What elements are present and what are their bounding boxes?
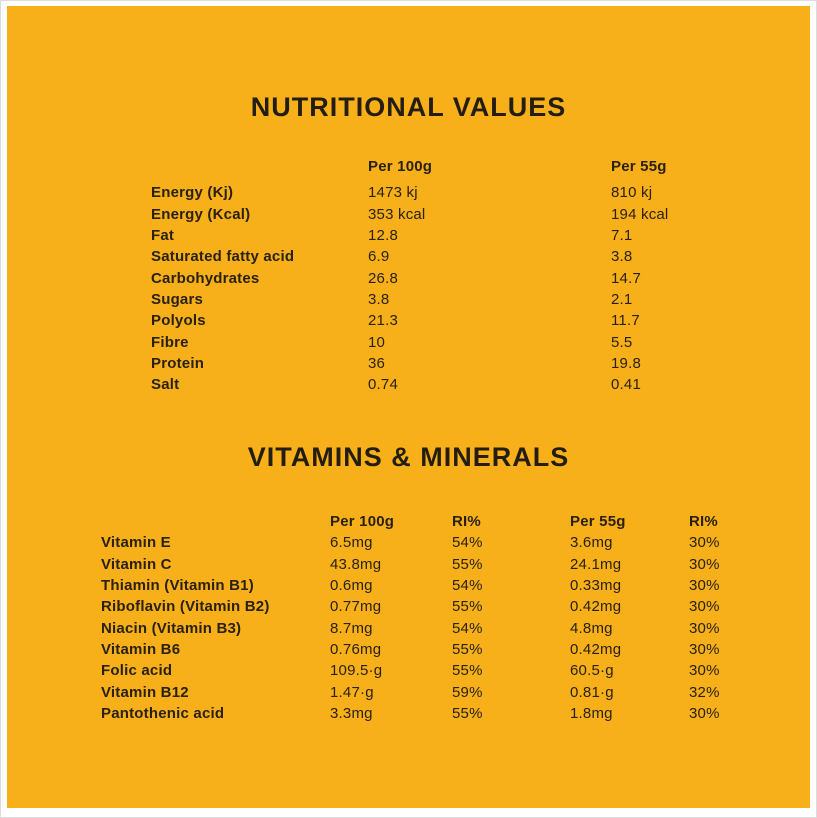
ri-per-55g: 30% xyxy=(689,619,720,637)
ri-per-55g: 30% xyxy=(689,577,720,595)
ri-per-55g: 30% xyxy=(689,598,720,616)
value-per-55g: 0.33mg xyxy=(570,577,622,595)
nutrient-name: Fibre xyxy=(151,333,189,351)
ri-per-55g: 30% xyxy=(689,662,720,680)
value-per-55g: 60.5·g xyxy=(570,662,614,680)
value-per-100g: 21.3 xyxy=(368,312,398,330)
col-header-per-55g: Per 55g xyxy=(611,158,667,176)
value-per-100g: 6.9 xyxy=(368,248,390,266)
nutrient-name: Salt xyxy=(151,376,180,394)
ri-per-100g: 59% xyxy=(452,683,483,701)
ri-per-100g: 55% xyxy=(452,704,483,722)
value-per-100g: 1.47·g xyxy=(330,683,374,701)
value-per-55g: 3.6mg xyxy=(570,534,613,552)
value-per-55g: 810 kj xyxy=(611,184,653,202)
nutrition-row xyxy=(151,289,731,310)
ri-per-100g: 54% xyxy=(452,534,483,552)
value-per-100g: 10 xyxy=(368,333,386,351)
col-header-ri-55: RI% xyxy=(689,513,718,531)
value-per-55g: 3.8 xyxy=(611,248,633,266)
ri-per-100g: 55% xyxy=(452,555,483,573)
nutrient-name: Sugars xyxy=(151,290,204,308)
nutrition-row xyxy=(151,246,731,267)
nutritional-values-title: NUTRITIONAL VALUES xyxy=(250,92,567,122)
value-per-55g: 2.1 xyxy=(611,290,633,308)
vitamin-name: Thiamin (Vitamin B1) xyxy=(101,577,254,595)
vitamins-table xyxy=(101,511,759,724)
col-header-per-100g: Per 100g xyxy=(330,513,395,531)
value-per-100g: 0.77mg xyxy=(330,598,382,616)
nutrient-name: Fat xyxy=(151,227,175,245)
ri-per-55g: 32% xyxy=(689,683,720,701)
nutrition-table xyxy=(151,156,731,395)
nutrition-row xyxy=(151,267,731,288)
value-per-100g: 8.7mg xyxy=(330,619,373,637)
value-per-100g: 0.74 xyxy=(368,376,398,394)
vitamin-row xyxy=(101,639,759,660)
vitamin-name: Vitamin C xyxy=(101,555,172,573)
value-per-55g: 0.81·g xyxy=(570,683,614,701)
vitamin-name: Folic acid xyxy=(101,662,173,680)
vitamin-row xyxy=(101,660,759,681)
nutrient-name: Protein xyxy=(151,354,205,372)
value-per-100g: 3.8 xyxy=(368,290,390,308)
ri-per-55g: 30% xyxy=(689,640,720,658)
ri-per-100g: 55% xyxy=(452,598,483,616)
value-per-100g: 43.8mg xyxy=(330,555,382,573)
ri-per-100g: 54% xyxy=(452,577,483,595)
col-header-per-55g: Per 55g xyxy=(570,513,626,531)
value-per-55g: 0.42mg xyxy=(570,598,622,616)
value-per-100g: 26.8 xyxy=(368,269,398,287)
vitamin-name: Riboflavin (Vitamin B2) xyxy=(101,598,270,616)
ri-per-55g: 30% xyxy=(689,704,720,722)
vitamin-row xyxy=(101,681,759,702)
label-card xyxy=(7,6,810,808)
vitamin-name: Vitamin B12 xyxy=(101,683,189,701)
ri-per-100g: 55% xyxy=(452,640,483,658)
value-per-55g: 24.1mg xyxy=(570,555,622,573)
vitamin-row xyxy=(101,554,759,575)
value-per-100g: 3.3mg xyxy=(330,704,373,722)
nutrition-row xyxy=(151,331,731,352)
value-per-55g: 14.7 xyxy=(611,269,641,287)
value-per-100g: 0.6mg xyxy=(330,577,373,595)
value-per-55g: 7.1 xyxy=(611,227,633,245)
vitamins-minerals-title: VITAMINS & MINERALS xyxy=(247,442,570,472)
vitamin-name: Vitamin E xyxy=(101,534,171,552)
ri-per-55g: 30% xyxy=(689,555,720,573)
value-per-55g: 1.8mg xyxy=(570,704,613,722)
value-per-100g: 6.5mg xyxy=(330,534,373,552)
value-per-55g: 19.8 xyxy=(611,354,641,372)
vitamin-name: Pantothenic acid xyxy=(101,704,225,722)
nutrient-name: Energy (Kj) xyxy=(151,184,234,202)
vitamin-row xyxy=(101,703,759,724)
nutrition-row xyxy=(151,204,731,225)
ri-per-100g: 55% xyxy=(452,662,483,680)
ri-per-55g: 30% xyxy=(689,534,720,552)
value-per-55g: 0.41 xyxy=(611,376,641,394)
value-per-100g: 353 kcal xyxy=(368,205,426,223)
ri-per-100g: 54% xyxy=(452,619,483,637)
nutrient-name: Polyols xyxy=(151,312,206,330)
value-per-55g: 11.7 xyxy=(611,312,640,330)
vitamin-row xyxy=(101,532,759,553)
value-per-100g: 109.5·g xyxy=(330,662,383,680)
nutrition-row xyxy=(151,182,731,203)
nutrition-header-row xyxy=(151,156,731,177)
vitamin-name: Vitamin B6 xyxy=(101,640,181,658)
value-per-100g: 0.76mg xyxy=(330,640,382,658)
nutrition-row xyxy=(151,225,731,246)
vitamin-row xyxy=(101,617,759,638)
value-per-55g: 194 kcal xyxy=(611,205,669,223)
vitamin-name: Niacin (Vitamin B3) xyxy=(101,619,242,637)
col-header-ri-100: RI% xyxy=(452,513,481,531)
nutrient-name: Saturated fatty acid xyxy=(151,248,295,266)
col-header-per-100g: Per 100g xyxy=(368,158,433,176)
vitamin-row xyxy=(101,596,759,617)
value-per-55g: 5.5 xyxy=(611,333,633,351)
value-per-100g: 1473 kj xyxy=(368,184,418,202)
nutrient-name: Energy (Kcal) xyxy=(151,205,251,223)
nutrition-row xyxy=(151,353,731,374)
nutrient-name: Carbohydrates xyxy=(151,269,260,287)
value-per-55g: 0.42mg xyxy=(570,640,622,658)
nutrition-row xyxy=(151,310,731,331)
nutrition-row xyxy=(151,374,731,395)
value-per-100g: 12.8 xyxy=(368,227,398,245)
value-per-55g: 4.8mg xyxy=(570,619,613,637)
vitamin-row xyxy=(101,575,759,596)
vitamins-header-row xyxy=(101,511,759,532)
value-per-100g: 36 xyxy=(368,354,386,372)
